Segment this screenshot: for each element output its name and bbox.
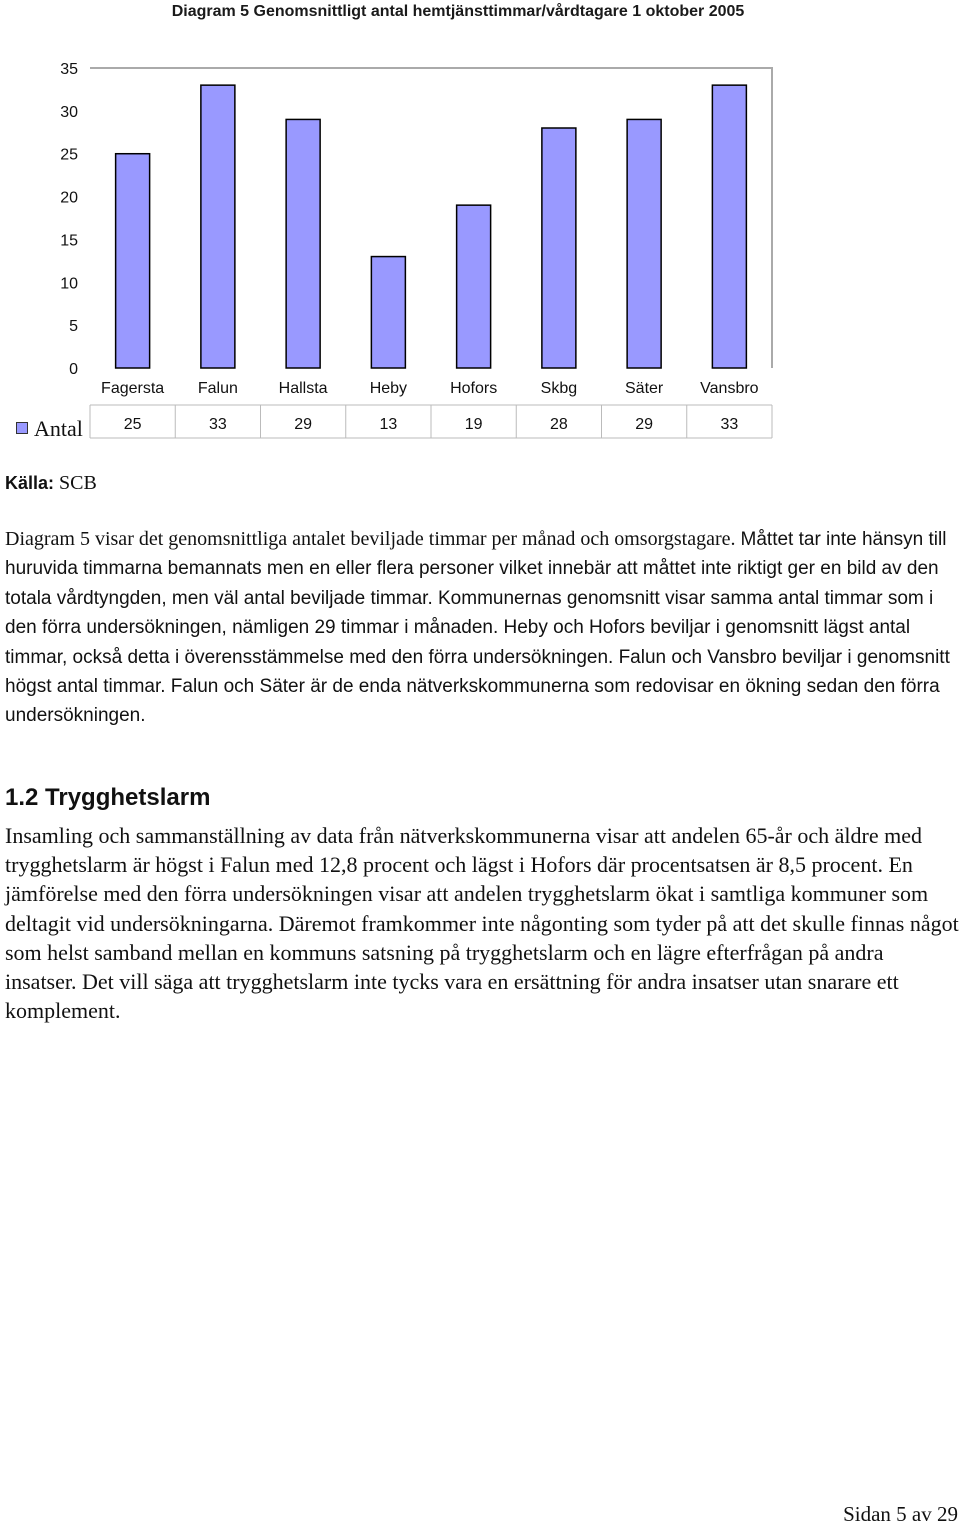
bar — [371, 257, 405, 368]
y-tick-label: 30 — [60, 103, 78, 121]
x-tick-label: Säter — [625, 380, 664, 397]
source-value: SCB — [54, 472, 97, 494]
bar — [542, 128, 576, 368]
bar-chart — [0, 40, 800, 440]
bar — [712, 85, 746, 368]
data-table-value: 25 — [123, 416, 142, 433]
y-tick-label: 5 — [69, 318, 78, 336]
y-tick-label: 35 — [60, 61, 78, 78]
data-table-value: 13 — [379, 416, 398, 433]
x-tick-label: Heby — [369, 380, 408, 397]
legend-label: Antal — [34, 416, 83, 441]
x-tick-label: Falun — [197, 380, 238, 397]
chart-title: Diagram 5 Genomsnittligt antal hemtjänsttimmar/vårdtagare 1 oktober 2005 — [171, 3, 745, 20]
section-body: Insamling och sammanställning av data från nätverkskommunerna visar att andelen 65-år och äldre med trygghetslarm är högst i Falun med 12,8 procent och lägst i Hofors där procentsatsen är 8,5 procent. En jämförelse med den förra undersökningen visar att andelen trygghetslarm ökat i samtliga kommuner som deltagit vid undersökningarna. Däremot framkommer inte någonting som tyder på att det skulle finnas något som helst samband mellan en kommuns satsning på trygghetslarm och en lägre efterfrågan på andra insatser. Det vill säga att trygghetslarm inte tycks vara en ersättning för andra insatser utan snarare ett komplement. — [5, 823, 959, 1024]
data-table-value: 19 — [464, 416, 483, 433]
section-heading: 1.2 Trygghetslarm — [5, 784, 211, 811]
x-tick-label: Vansbro — [700, 380, 759, 397]
x-tick-label: Hofors — [450, 380, 498, 397]
y-tick-label: 0 — [69, 361, 78, 378]
data-table-value: 29 — [635, 416, 654, 433]
bar — [201, 85, 235, 368]
bar — [457, 205, 491, 368]
source-label: Källa: — [5, 473, 55, 493]
y-tick-label: 25 — [60, 146, 78, 164]
data-table-value: 33 — [208, 416, 227, 433]
data-table-value: 29 — [294, 416, 313, 433]
paragraph-sentence-serif: Diagram 5 visar det genomsnittliga antalet beviljade timmar per månad och omsorgstagare. — [5, 528, 736, 550]
plot-frame — [90, 68, 772, 368]
legend-swatch — [16, 422, 28, 434]
bar — [627, 119, 661, 368]
y-tick-label: 15 — [60, 232, 78, 250]
x-tick-label: Hallsta — [278, 380, 328, 397]
y-tick-label: 10 — [60, 275, 78, 293]
bar — [116, 154, 150, 368]
x-tick-label: Skbg — [540, 380, 578, 397]
bar — [286, 119, 320, 368]
chart-description — [5, 525, 960, 731]
page-number: Sidan 5 av 29 — [843, 1502, 958, 1526]
x-tick-label: Fagersta — [101, 380, 165, 397]
y-tick-label: 20 — [60, 189, 78, 207]
source-line — [5, 472, 97, 495]
data-table-value: 28 — [549, 416, 568, 433]
paragraph-sentence-sans: Måttet tar inte hänsyn till huruvida timmarna bemannats men en eller flera personer vilket innebär att måttet inte riktigt ger en bild av den totala vårdtyngden, men väl antal beviljade timmar. Kommunernas genomsnitt visar samma antal timmar som i den förra undersökningen, nämligen 29 timmar i månaden. Heby och Hofors beviljar i genomsnitt lägst antal timmar, också detta i överensstämmelse med den förra undersökningen. Falun och Vansbro beviljar i genomsnitt högst antal timmar. Falun och Säter är de enda nätverkskommunerna som redovisar en ökning sedan den förra undersökningen. — [5, 529, 950, 727]
data-table-value: 33 — [720, 416, 739, 433]
